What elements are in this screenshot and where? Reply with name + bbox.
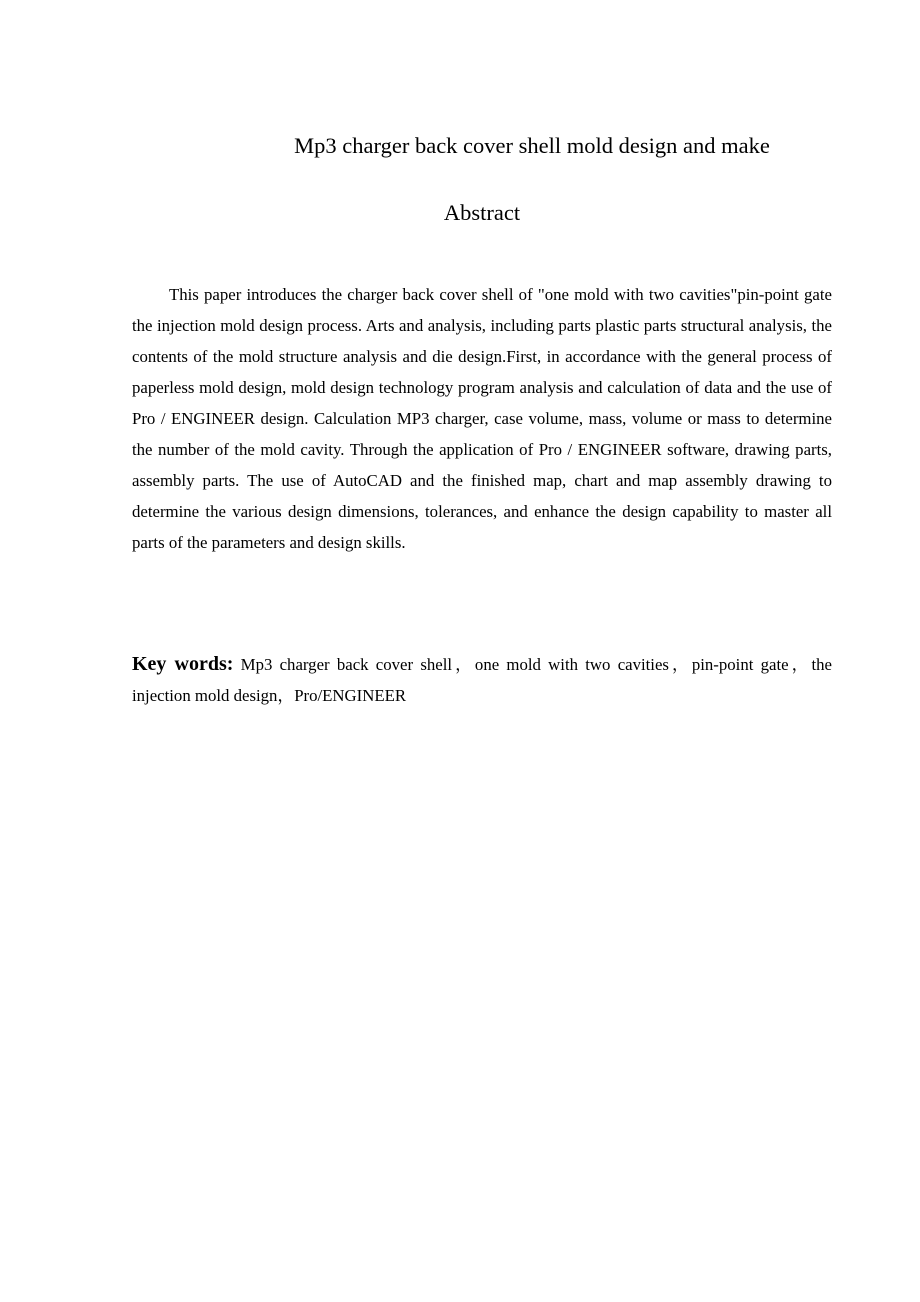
keywords-paragraph — [132, 649, 832, 711]
paper-title — [132, 130, 832, 162]
abstract-paragraph: This paper introduces the charger back cover shell of "one mold with two cavities"pin-point gate the injection mold design process. Arts and analysis, including parts plastic parts structural analysis, the contents of the mold structure analysis and die design.First, in accordance with the general process of paperless mold design, mold design technology program analysis and calculation of data and the use of Pro / ENGINEER design. Calculation MP3 charger, case volume, mass, volume or mass to determine the number of the mold cavity. Through the application of Pro / ENGINEER software, drawing parts, assembly parts. The use of AutoCAD and the finished map, chart and map assembly drawing to determine the various design dimensions, tolerances, and enhance the design capability to master all parts of the parameters and design skills. — [132, 285, 832, 552]
keywords-text: Mp3 charger back cover shell，one mold with two cavities，pin-point gate，the injection mold design，Pro/ENGINEER — [132, 655, 832, 705]
abstract-heading — [132, 197, 832, 229]
keywords-label: Key words: — [132, 653, 234, 675]
paper-title-text: Mp3 charger back cover shell mold design and make — [294, 133, 770, 158]
abstract-heading-text: Abstract — [443, 200, 521, 225]
